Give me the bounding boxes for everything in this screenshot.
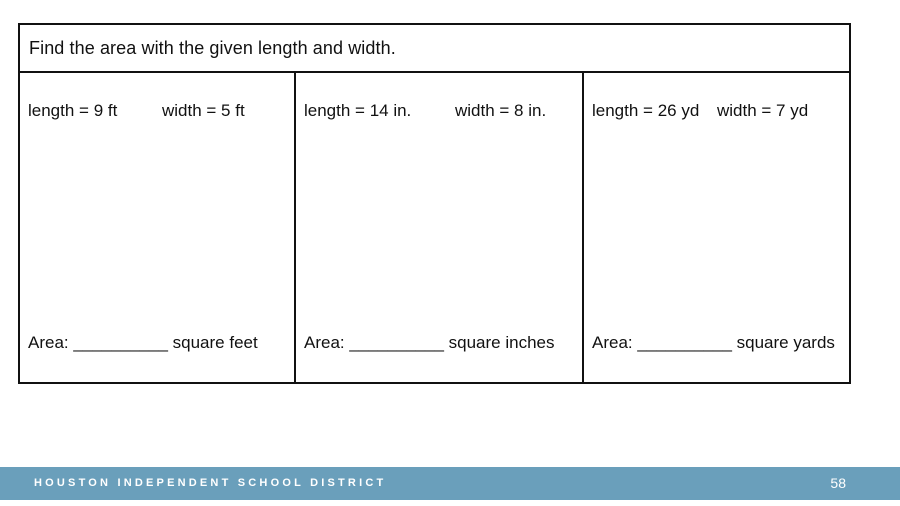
width-label-1: width = 5 ft	[162, 101, 245, 120]
problems-row	[20, 73, 849, 382]
footer-band	[0, 467, 900, 500]
width-label-2: width = 8 in.	[455, 101, 547, 120]
page-number: 58	[830, 475, 846, 491]
area-answer-2	[304, 333, 554, 353]
district-name: HOUSTON INDEPENDENT SCHOOL DISTRICT	[34, 477, 387, 489]
problem-cell-2	[296, 73, 584, 382]
area-blank-1: Area: __________	[28, 333, 168, 352]
length-label-3: length = 26 yd	[592, 101, 700, 120]
instruction-row	[20, 25, 849, 73]
instruction-text: Find the area with the given length and width.	[29, 37, 396, 58]
area-unit-2: square inches	[448, 333, 555, 352]
area-answer-1	[28, 333, 258, 353]
dimensions-1	[28, 101, 245, 121]
area-answer-3	[592, 333, 835, 353]
area-blank-3: Area: __________	[592, 333, 732, 352]
area-blank-2: Area: __________	[304, 333, 444, 352]
problem-cell-3	[584, 73, 849, 382]
worksheet-table	[18, 23, 851, 384]
dimensions-2	[304, 101, 546, 121]
problem-cell-1	[20, 73, 296, 382]
area-unit-3: square yards	[736, 333, 835, 352]
length-label-2: length = 14 in.	[304, 101, 412, 120]
area-unit-1: square feet	[172, 333, 258, 352]
length-label-1: length = 9 ft	[28, 101, 118, 120]
dimensions-3	[592, 101, 808, 121]
width-label-3: width = 7 yd	[717, 101, 809, 120]
